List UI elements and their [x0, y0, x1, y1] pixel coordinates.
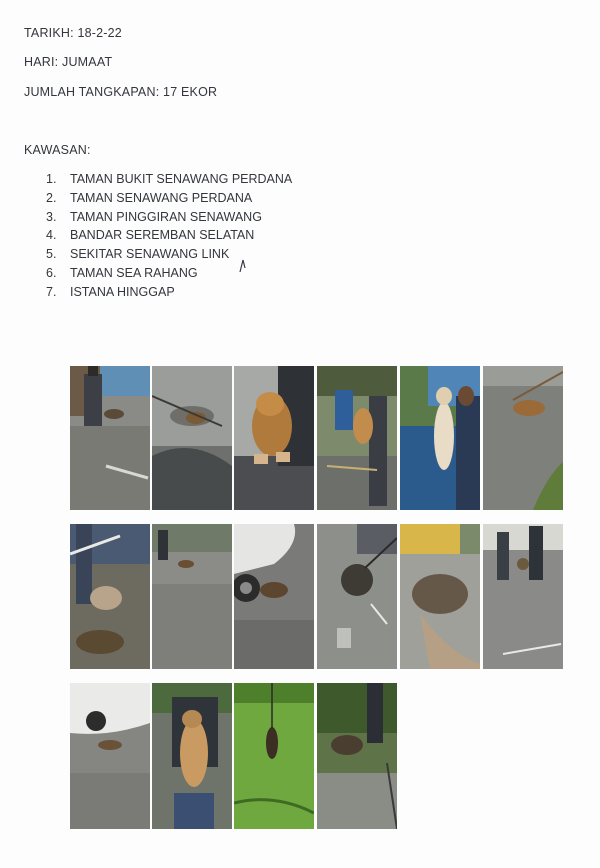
dog-in-bushes-photo	[317, 683, 397, 829]
list-item-number: 4.	[46, 228, 57, 243]
list-item-label: TAMAN BUKIT SENAWANG PERDANA	[70, 172, 293, 186]
list-item-label: TAMAN PINGGIRAN SENAWANG	[70, 209, 262, 224]
list-item-label: BANDAR SEREMBAN SELATAN	[70, 228, 255, 243]
held-brown-puppy-photo	[234, 366, 314, 510]
dog-in-net-on-road-photo	[152, 366, 232, 510]
list-item-label: SEKITAR SENAWANG LINK	[70, 247, 230, 262]
dog-beside-car-photo	[234, 524, 314, 669]
area-heading: KAWASAN:	[24, 143, 91, 157]
list-item-label: ISTANA HINGGAP	[70, 284, 175, 299]
dog-at-feet-photo	[70, 524, 150, 669]
dog-at-roadside-photo	[152, 524, 232, 669]
man-with-dog-near-wall-photo	[70, 366, 150, 510]
list-item-label: TAMAN SEA RAHANG	[70, 265, 198, 280]
list-item-number: 6.	[46, 265, 57, 280]
dog-near-white-car-photo	[70, 683, 150, 829]
dog-on-road-with-pole-photo	[483, 366, 563, 510]
list-item-number: 5.	[46, 247, 57, 262]
day-line: HARI: JUMAAT	[24, 55, 113, 69]
dog-caught-with-pole-photo	[317, 366, 397, 510]
men-walking-road-photo	[483, 524, 563, 669]
list-item-number: 7.	[46, 284, 57, 299]
list-item-number: 3.	[46, 209, 57, 224]
list-item-label: TAMAN SENAWANG PERDANA	[70, 190, 253, 205]
dog-in-net-close-photo	[400, 524, 480, 669]
date-line: TARIKH: 18-2-22	[24, 26, 122, 40]
catch-total-line: JUMLAH TANGKAPAN: 17 EKOR	[24, 85, 218, 99]
list-item-number: 2.	[46, 190, 57, 205]
held-tan-dog-photo	[152, 683, 232, 829]
list-item-number: 1.	[46, 172, 57, 186]
dog-under-net-photo	[317, 524, 397, 669]
held-white-dog-photo	[400, 366, 480, 510]
dog-on-grass-photo	[234, 683, 314, 829]
